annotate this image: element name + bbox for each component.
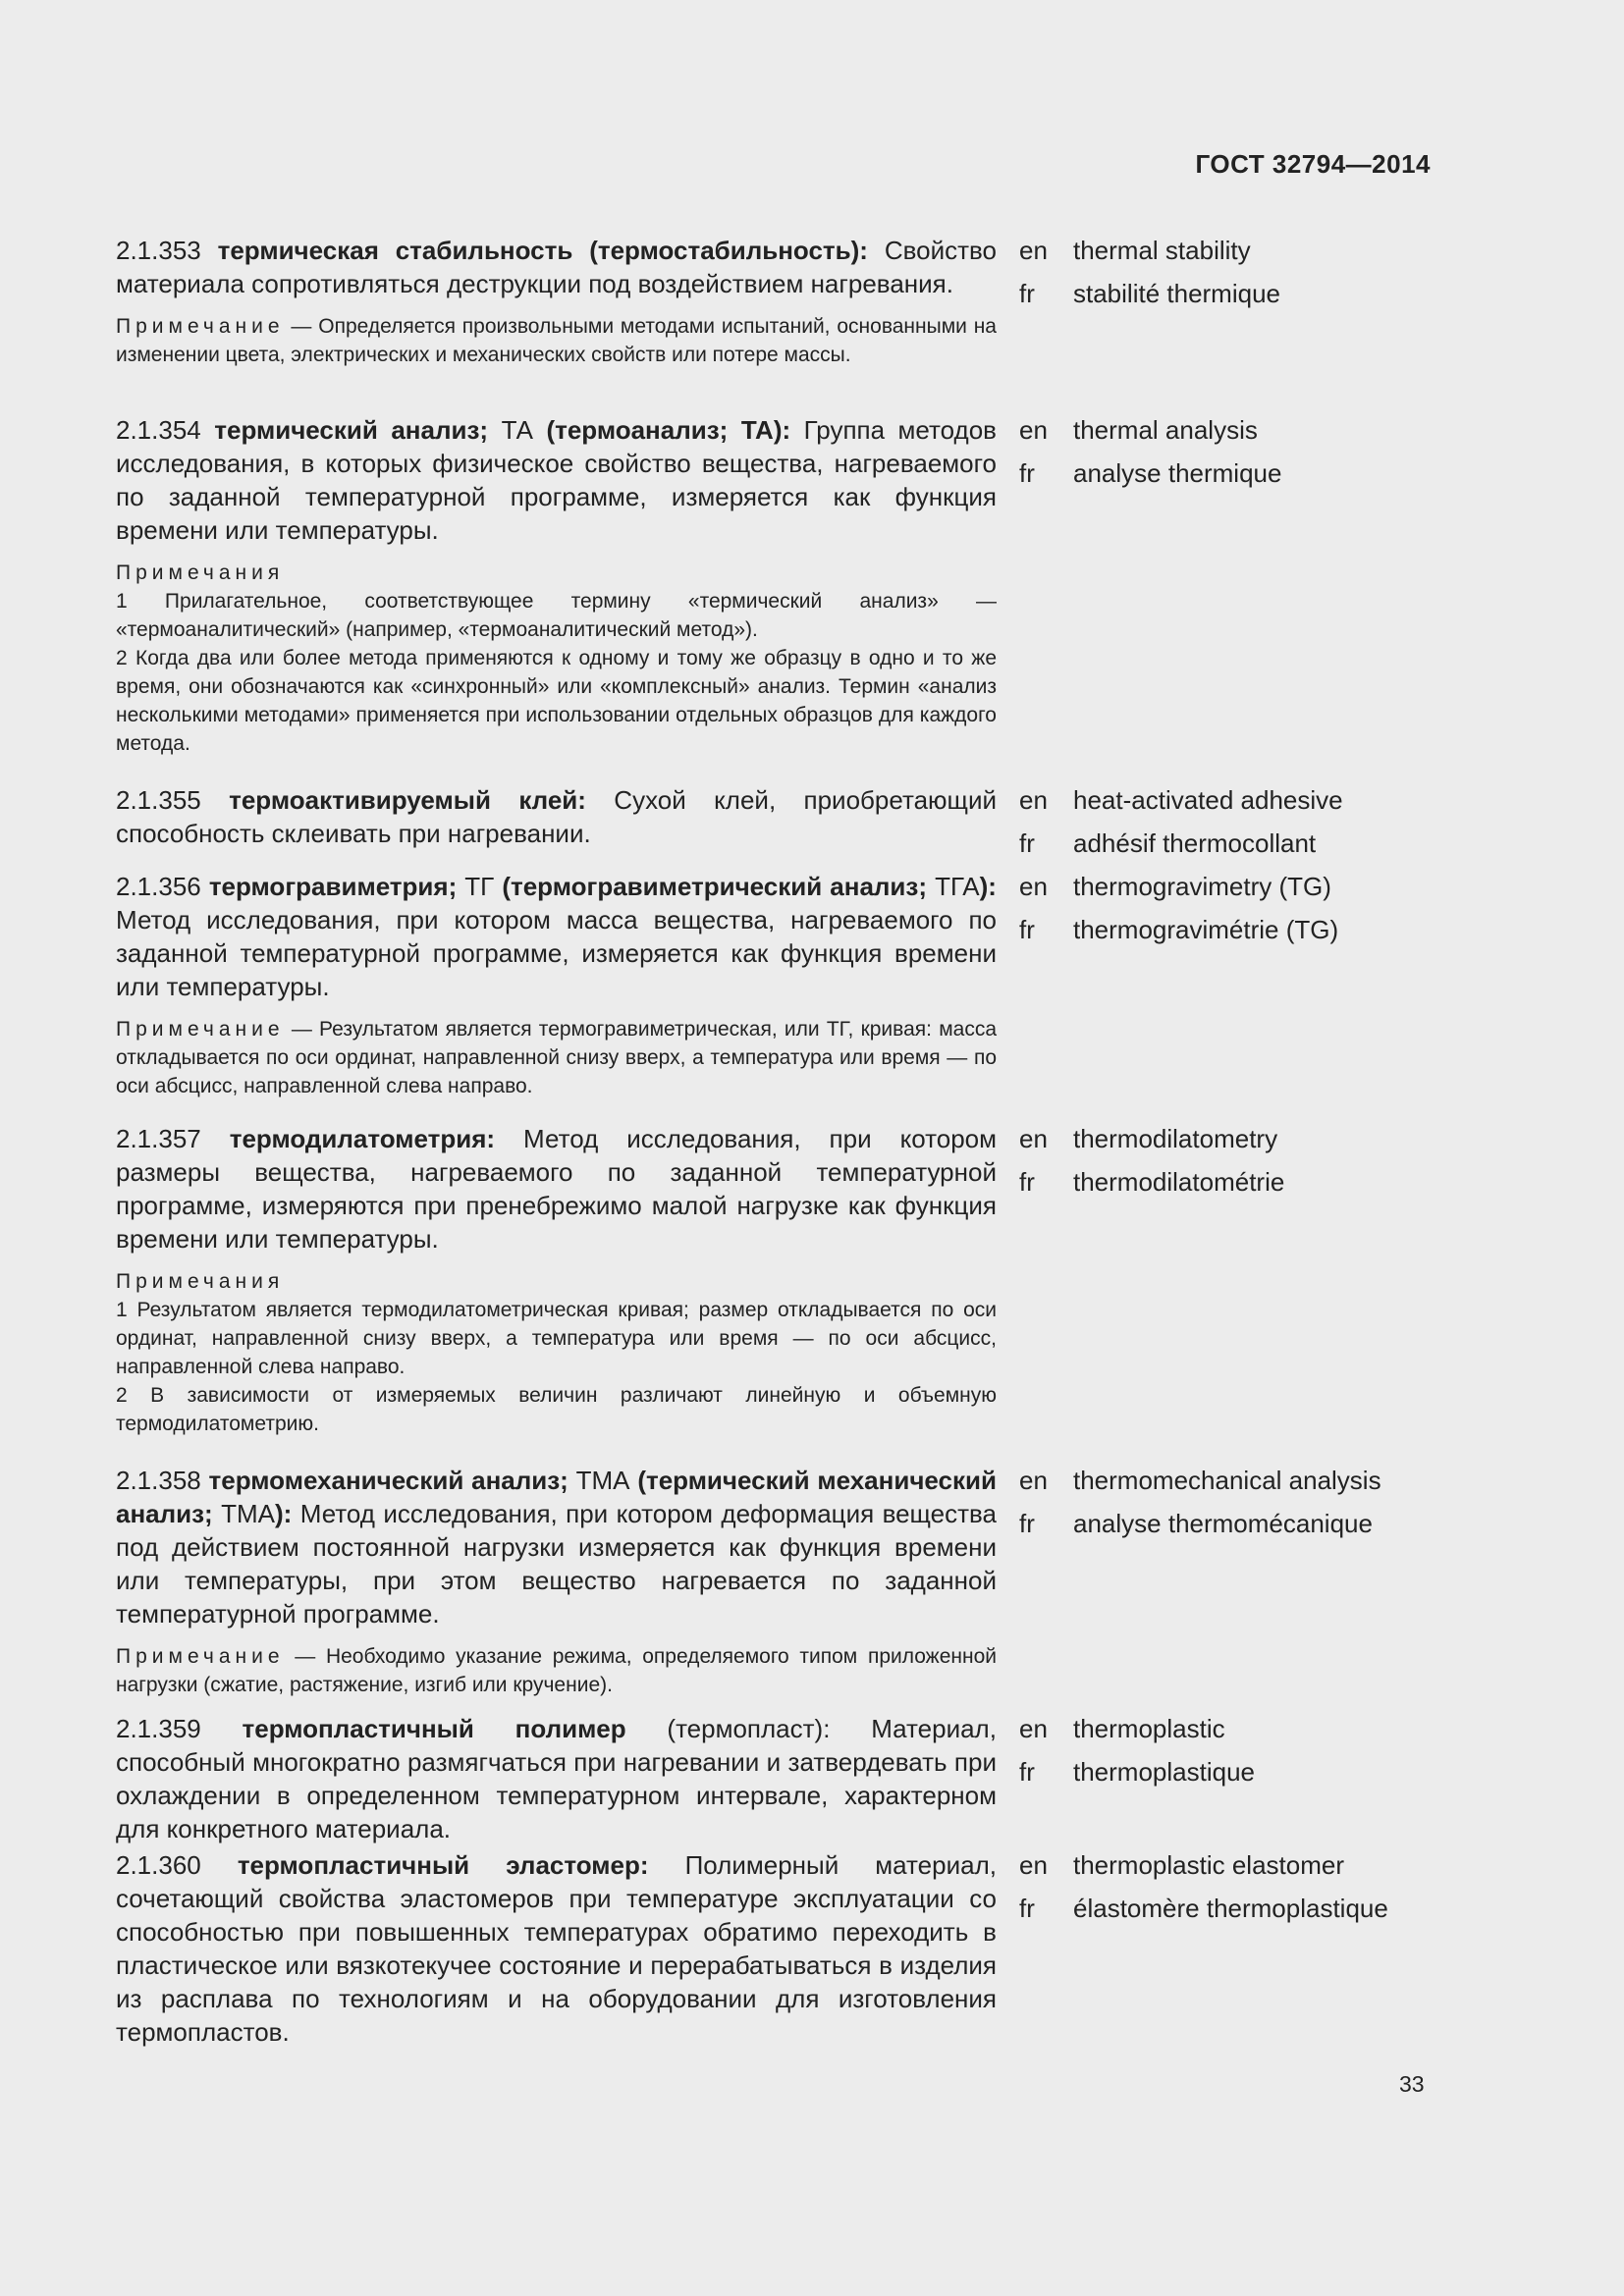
notes: Примечания 1 Прилагательное, соответствующее термину «термический анализ» — «термоаналитический» (например, «термоаналитический метод»). 2 Когда два или более метода применяются к одному и тому же образцу в одно и то же время, они обозначаются как «синхронный» или «комплексный» анализ. Термин «анализ несколькими методами» применяется при использовании отдельных образцов для каждого метода.	[116, 561, 997, 755]
equivalents	[1019, 234, 1280, 320]
equivalents	[1019, 1464, 1381, 1550]
term-fr: fr thermodilatométrie	[1019, 1167, 1285, 1197]
note: Примечание — Необходимо указание режима, определяемого типом приложенной нагрузки (сжатие, растяжение, изгиб или кручение).	[116, 1645, 997, 1696]
notes: Примечания 1 Результатом является термодилатометрическая кривая; размер откладывается по оси ординат, направленной снизу вверх, а температура или время — по оси абсцисс, направленной слева направо. 2 В зависимости от измеряемых величин различают линейную и объемную термодилатометрию.	[116, 1270, 997, 1435]
definition: 2.1.356 термогравиметрия; ТГ (термогравиметрический анализ; ТГА): Метод исследования, при котором масса вещества, нагреваемого по заданной температурной программе, измеряется как функция времени или температуры.	[116, 872, 997, 1001]
entry-2-1-355	[116, 783, 1490, 858]
entry-2-1-356	[116, 870, 1490, 1100]
entry-2-1-354	[116, 413, 1490, 758]
definition: 2.1.355 термоактивируемый клей: Сухой клей, приобретающий способность склеивать при нагревании.	[116, 785, 997, 848]
note: Примечание — Определяется произвольными методами испытаний, основанными на изменении цвета, электрических и механических свойств или потере массы.	[116, 315, 997, 366]
equivalents	[1019, 1712, 1255, 1798]
equivalents	[1019, 413, 1281, 500]
equivalents	[1019, 1848, 1388, 1935]
equivalents	[1019, 870, 1338, 956]
equivalents	[1019, 783, 1343, 870]
term-fr: fr analyse thermique	[1019, 458, 1282, 488]
entry-2-1-353	[116, 234, 1490, 369]
definition: 2.1.359 термопластичный полимер (термопласт): Материал, способный многократно размягчаться при нагревании и затвердевать при охлаждении в определенном температурном интервале, характерном для конкретного материала.	[116, 1714, 997, 1843]
entry-2-1-358	[116, 1464, 1490, 1699]
term-en: en thermoplastic	[1019, 1714, 1225, 1743]
note: Примечание — Результатом является термогравиметрическая, или ТГ, кривая: масса откладывается по оси ординат, направленной снизу вверх, а температура или время — по оси абсцисс, направленной слева направо.	[116, 1018, 997, 1097]
term-en: en thermomechanical analysis	[1019, 1466, 1381, 1495]
term-fr: fr adhésif thermocollant	[1019, 828, 1317, 858]
definition: 2.1.357 термодилатометрия: Метод исследования, при котором размеры вещества, нагреваемого по заданной температурной программе, измеряются при пренебрежимо малой нагрузке как функция времени или температуры.	[116, 1124, 997, 1254]
entry-2-1-357	[116, 1122, 1490, 1438]
definition: 2.1.353 термическая стабильность (термостабильность): Свойство материала сопротивляться деструкции под воздействием нагревания.	[116, 236, 997, 298]
term-en: en heat-activated adhesive	[1019, 785, 1343, 815]
definition: 2.1.358 термомеханический анализ; ТМА (термический механический анализ; ТМА): Метод исследования, при котором деформация вещества под действием постоянной нагрузки измеряется как функция времени или температуры, при этом вещество нагревается по заданной температурной программе.	[116, 1466, 997, 1629]
term-fr: fr thermoplastique	[1019, 1757, 1255, 1787]
definition: 2.1.354 термический анализ; ТА (термоанализ; ТА): Группа методов исследования, в которых физическое свойство вещества, нагреваемого по заданной температурной программе, измеряется как функция времени или температуры.	[116, 415, 997, 545]
term-fr: fr analyse thermomécanique	[1019, 1509, 1373, 1538]
term-fr: fr thermogravimétrie (TG)	[1019, 915, 1339, 944]
page-number: 33	[1399, 2071, 1425, 2097]
definition: 2.1.360 термопластичный эластомер: Полимерный материал, сочетающий свойства эластомеров при температуре эксплуатации со способностью при повышенных температурах обратимо переходить в пластическое или вязкотекучее состояние и перерабатываться в изделия из расплава по технологиям и на оборудовании для изготовления термопластов.	[116, 1850, 997, 2047]
term-en: en thermogravimetry (TG)	[1019, 872, 1331, 901]
entry-2-1-359	[116, 1712, 1490, 1845]
entry-2-1-360	[116, 1848, 1490, 2049]
term: термическая стабильность (термостабильность):	[217, 236, 868, 265]
term-fr: fr stabilité thermique	[1019, 279, 1280, 308]
term-en: en thermal analysis	[1019, 415, 1258, 445]
term-en: en thermal stability	[1019, 236, 1251, 265]
term-en: en thermoplastic elastomer	[1019, 1850, 1344, 1880]
document-header: ГОСТ 32794—2014	[1195, 149, 1431, 179]
term-en: en thermodilatometry	[1019, 1124, 1278, 1153]
term-fr: fr élastomère thermoplastique	[1019, 1894, 1388, 1923]
equivalents	[1019, 1122, 1284, 1208]
